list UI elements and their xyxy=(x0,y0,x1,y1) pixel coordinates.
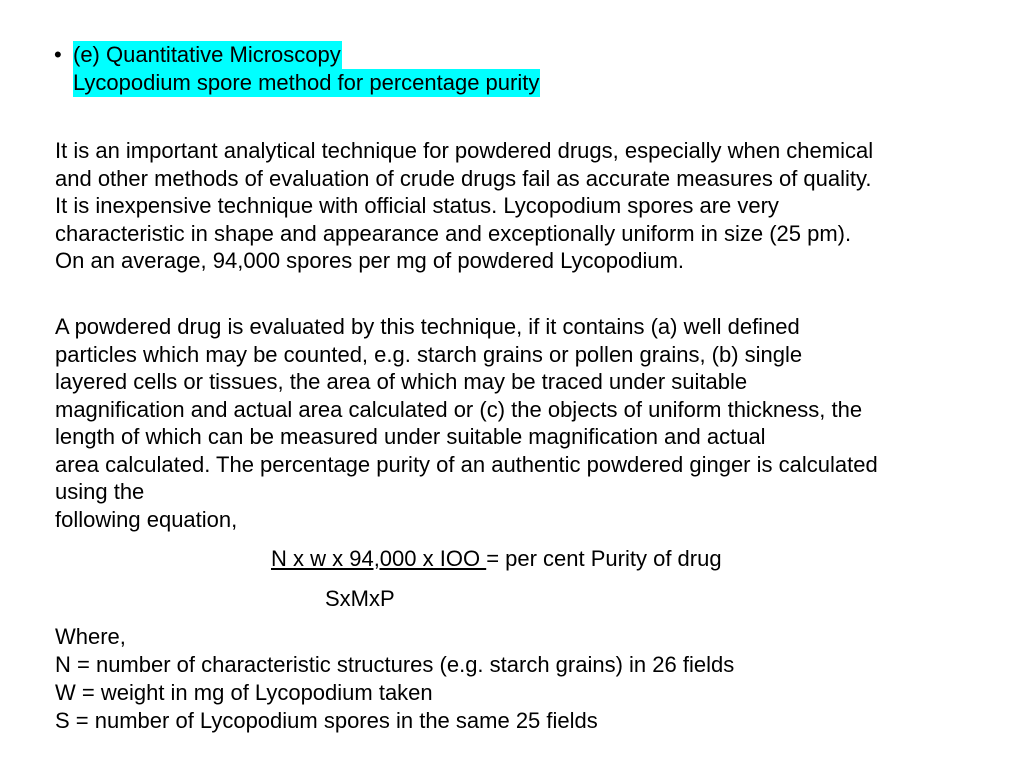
definition-line: W = weight in mg of Lycopodium taken xyxy=(55,680,433,705)
paragraph-line: A powdered drug is evaluated by this technique, if it contains (a) well defined xyxy=(55,314,800,339)
paragraph-line: magnification and actual area calculated or (c) the objects of uniform thickness, the xyxy=(55,396,863,422)
paragraph-line: It is an important analytical technique for powdered drugs, especially when chemical xyxy=(55,138,874,163)
heading-title: (e) Quantitative Microscopy xyxy=(73,42,341,67)
paragraph-line: It is inexpensive technique with official status. Lycopodium spores are very xyxy=(55,193,779,218)
paragraph-line: length of which can be measured under suitable magnification and actual xyxy=(55,424,766,449)
variable-definitions xyxy=(55,623,734,735)
paragraph-line: On an average, 94,000 spores per mg of powdered Lycopodium. xyxy=(55,248,685,273)
paragraph-line: layered cells or tissues, the area of which may be traced under suitable xyxy=(55,369,748,394)
equation-denominator: SxMxP xyxy=(325,586,395,611)
equation-result: = per cent Purity of drug xyxy=(486,546,722,571)
section-heading xyxy=(54,41,540,97)
paragraph-line: characteristic in shape and appearance and exceptionally uniform in size (25 pm). xyxy=(55,220,852,246)
paragraph-line: and other methods of evaluation of crude drugs fail as accurate measures of quality. xyxy=(55,165,872,191)
intro-paragraph xyxy=(55,137,1020,275)
definition-line: N = number of characteristic structures (e.g. starch grains) in 26 fields xyxy=(55,652,735,677)
heading-lines xyxy=(73,41,540,97)
where-label: Where, xyxy=(55,624,126,649)
equation-numerator: N x w x 94,000 x IOO xyxy=(271,546,487,571)
paragraph-line: area calculated. The percentage purity of an authentic powdered ginger is calculated xyxy=(55,451,878,477)
heading-subtitle: Lycopodium spore method for percentage purity xyxy=(73,70,540,95)
method-paragraph xyxy=(55,313,1020,533)
paragraph-line: using the xyxy=(55,479,145,504)
paragraph-line: following equation, xyxy=(55,506,238,532)
paragraph-line: particles which may be counted, e.g. starch grains or pollen grains, (b) single xyxy=(55,341,803,367)
purity-equation xyxy=(271,545,722,573)
bullet-icon: • xyxy=(54,42,62,67)
definition-line: S = number of Lycopodium spores in the same 25 fields xyxy=(55,708,598,733)
